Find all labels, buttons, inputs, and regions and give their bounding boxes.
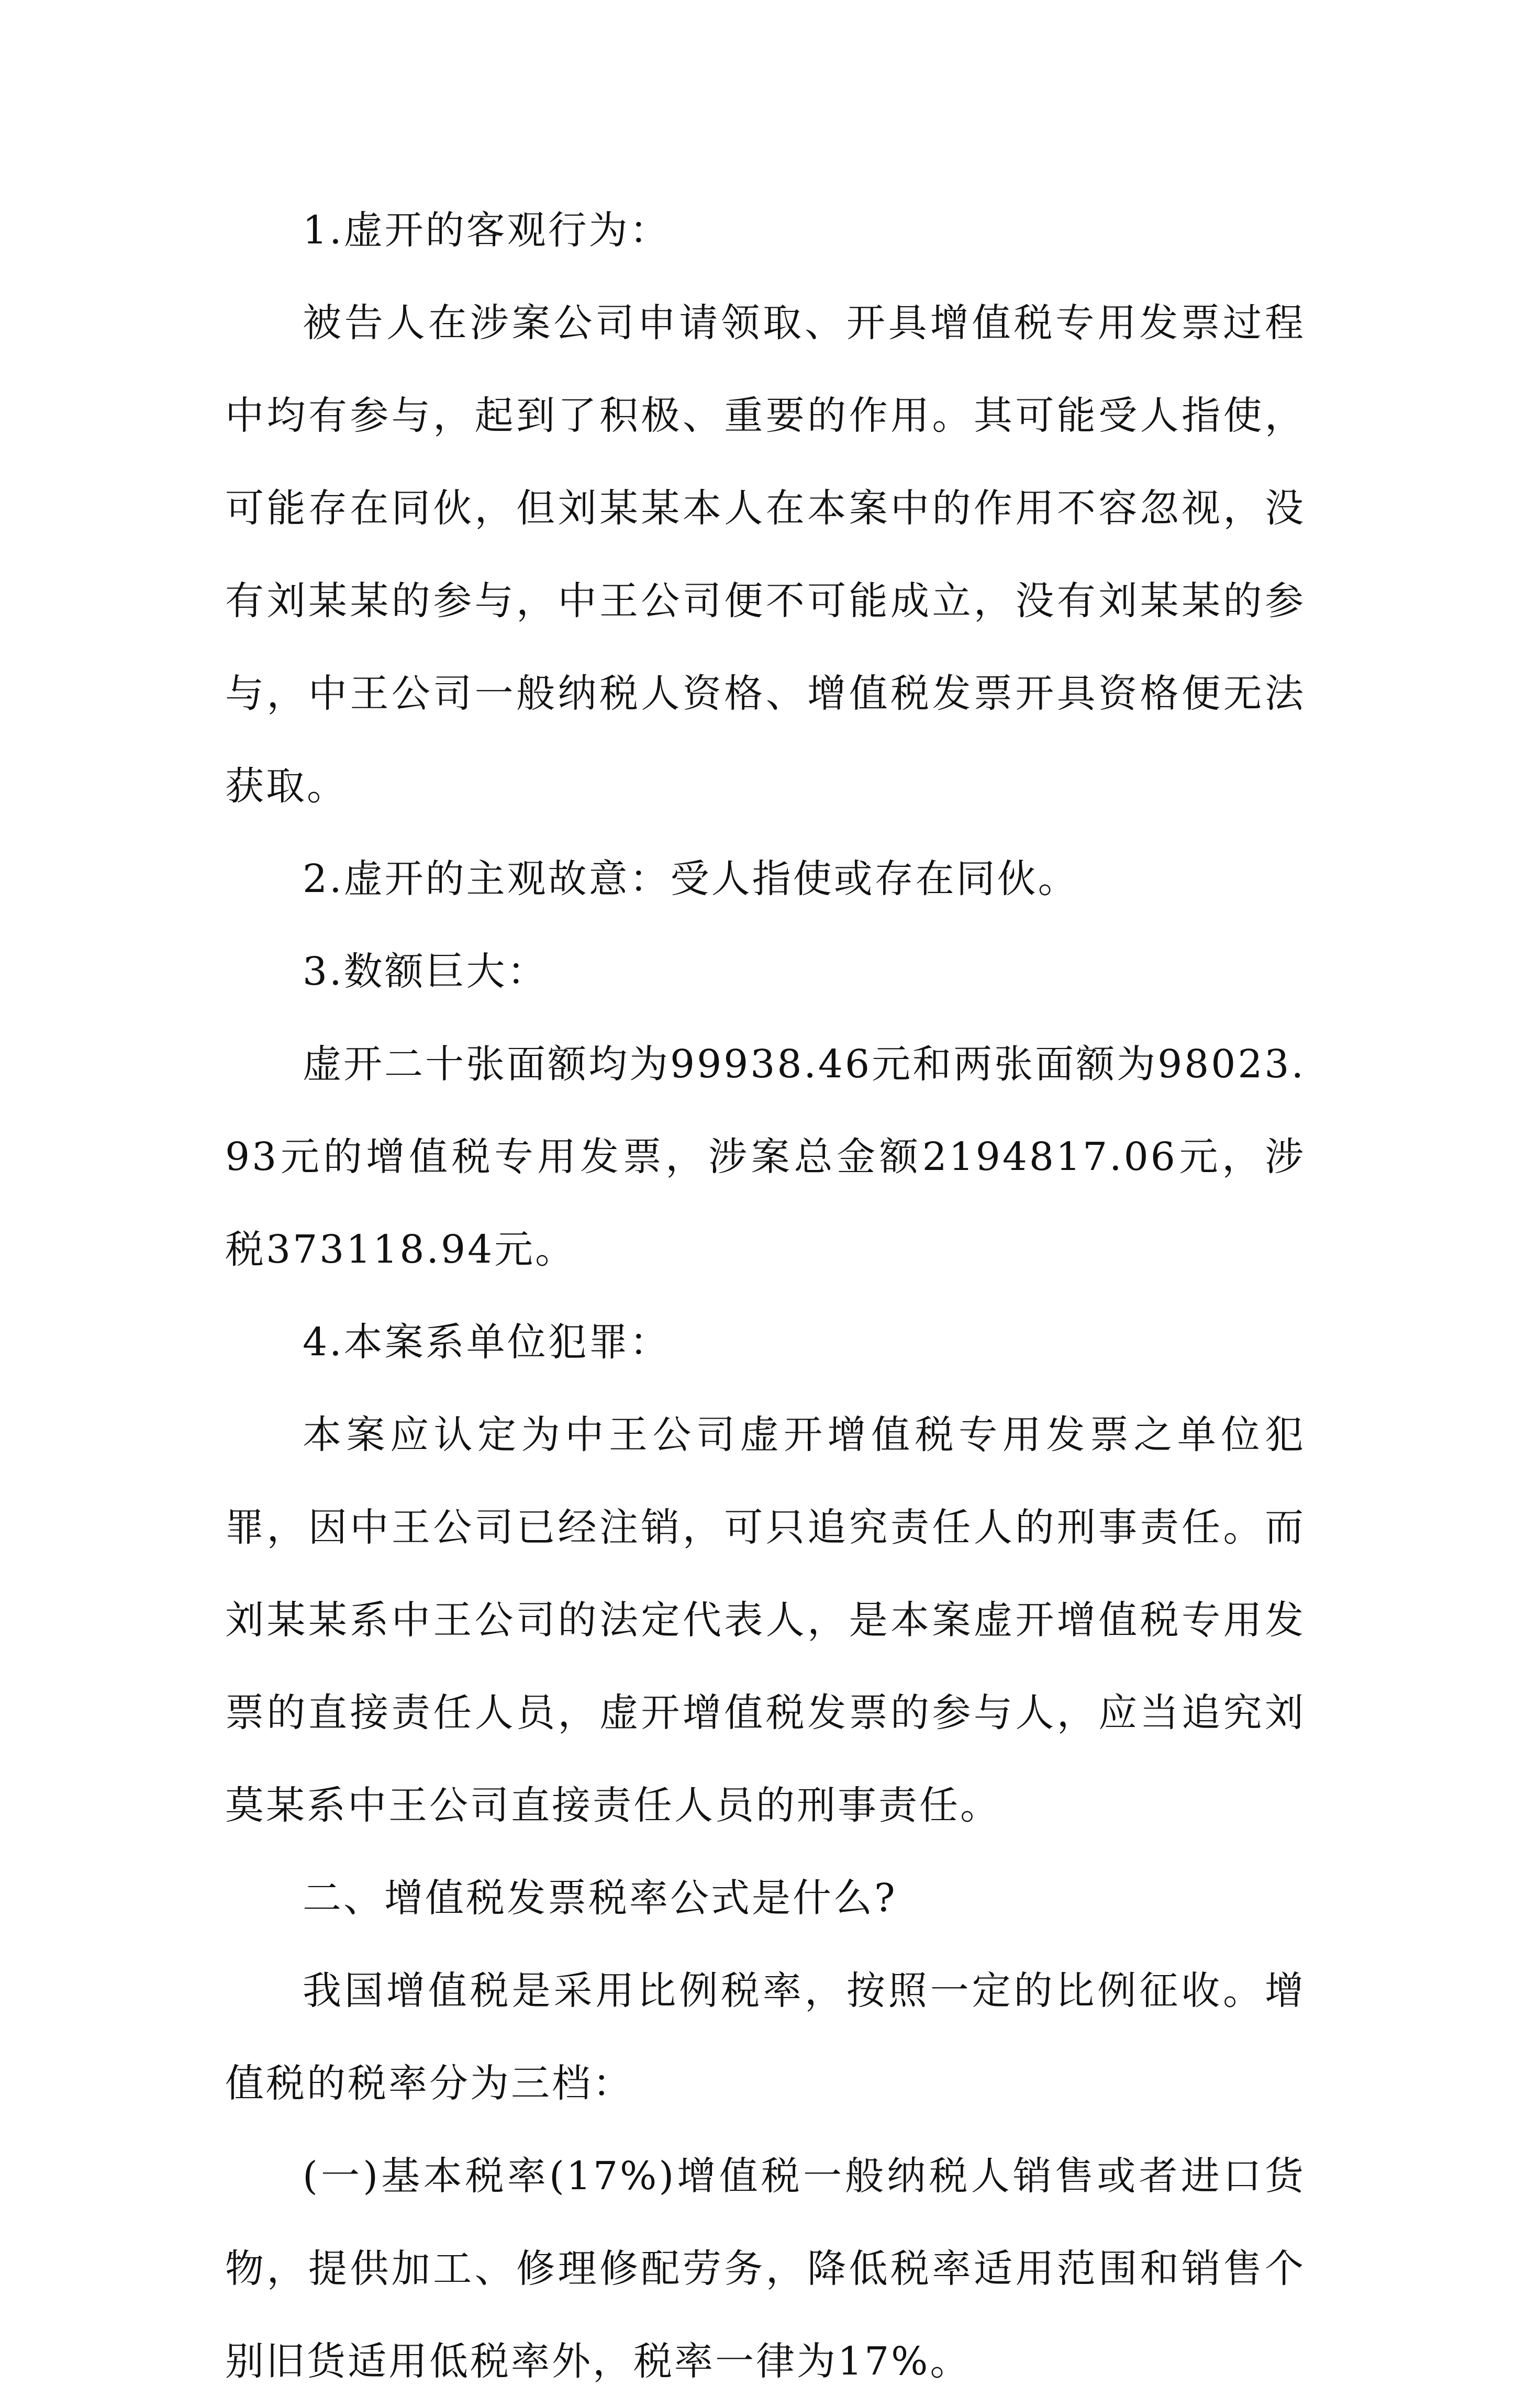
paragraph-invoice-amounts: 虚开二十张面额均为99938.46元和两张面额为98023.93元的增值税专用发票，涉案总金额2194817.06元，涉税373118.94元。: [225, 1042, 1306, 1272]
paragraph-basic-rate: (一)基本税率(17%)增值税一般纳税人销售或者进口货物，提供加工、修理修配劳务，降低税率适用范围和销售个别旧货适用低税率外，税率一律为17%。: [225, 2154, 1306, 2384]
section-heading-tax-rate: 二、增值税发票税率公式是什么?: [303, 1876, 897, 1921]
heading-unit-crime: 4.本案系单位犯罪：: [303, 1320, 671, 1365]
paragraph-tax-rate-intro: 我国增值税是采用比例税率，按照一定的比例征收。增值税的税率分为三档：: [225, 1968, 1306, 2106]
paragraph-unit-crime: 本案应认定为中王公司虚开增值税专用发票之单位犯罪，因中王公司已经注销，可只追究责任人的刑事责任。而刘某某系中王公司的法定代表人，是本案虚开增值税专用发票的直接责任人员，虚开增值税发票的参与人，应当追究刘莫某系中王公司直接责任人员的刑事责任。: [225, 1412, 1306, 1828]
heading-huge-amount: 3.数额巨大：: [303, 949, 548, 994]
document-body: [225, 184, 1306, 2408]
heading-objective-act: 1.虚开的客观行为：: [303, 208, 671, 253]
heading-subjective-intent: 2.虚开的主观故意：受人指使或存在同伙。: [303, 856, 1079, 901]
paragraph-defendant-role: 被告人在涉案公司申请领取、开具增值税专用发票过程中均有参与，起到了积极、重要的作用。其可能受人指使，可能存在同伙，但刘某某本人在本案中的作用不容忽视，没有刘某某的参与，中王公司便不可能成立，没有刘某某的参与，中王公司一般纳税人资格、增值税发票开具资格便无法获取。: [225, 300, 1306, 809]
